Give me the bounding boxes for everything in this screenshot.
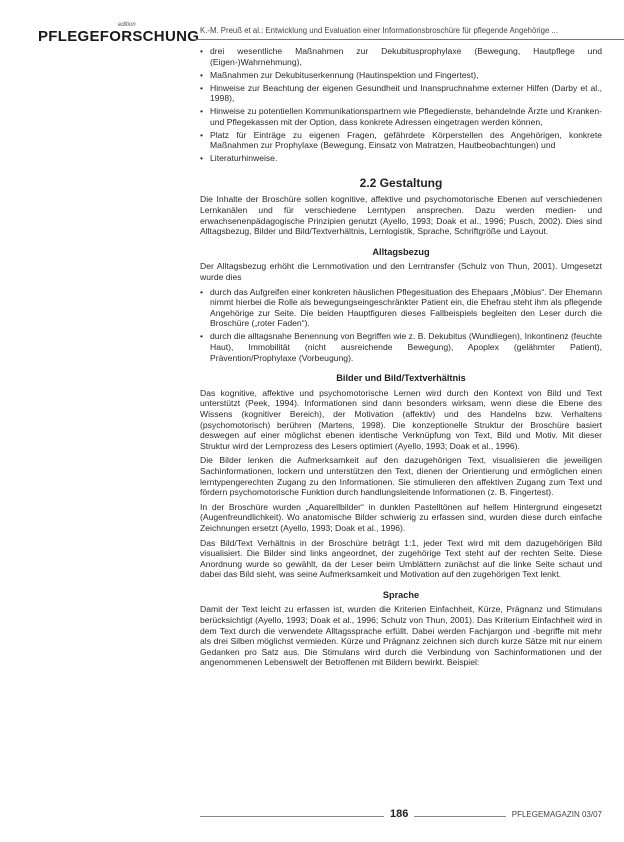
list-item: • durch das Aufgreifen einer konkreten häuslichen Pflegesituation des Ehepaars „Möbius“. Der Ehemann nimmt hierbei die Rolle als bewegungseingeschränkter Patient ein, die Ehefrau steht ihm als pflegende Angehörige zur Seite. Die beiden Hauptfiguren dieses Fallbeispiels begleiten den Leser durch die Broschüre („roter Faden“). xyxy=(200,287,602,329)
list-item: • Platz für Einträge zu eigenen Fragen, gefährdete Körperstellen des Angehörigen, konkrete Maßnahmen zur Prophylaxe (Bewegung, Einsatz von Matratzen, Hautbeobachtungen) und xyxy=(200,130,602,151)
page-number: 186 xyxy=(384,808,414,820)
journal-issue: PFLEGEMAGAZIN 03/07 xyxy=(506,810,602,819)
paragraph: Das Bild/Text Verhältnis in der Broschüre beträgt 1:1, jeder Text wird mit dem dazugehörigen Bild visualisiert. Die Bilder sind links angeordnet, der zugehörige Text steht auf der rechten Seite. Diese Anordnung wurde so gewählt, da der Leser beim Umblättern zunächst auf die linke Seite schaut und dabei das Bild sieht, was seine Aufmerksamkeit und Motivation auf den zugehörigen Text lenkt. xyxy=(200,537,602,580)
section-heading: 2.2 Gestaltung xyxy=(359,175,443,190)
list-item: • Literaturhinweise. xyxy=(200,153,602,164)
list-item: • durch die alltagsnahe Benennung von Begriffen wie z. B. Dekubitus (Wundliegen), Inkontinenz (feuchte Haut), Immobilität (nicht ausreichende Bewegung), Apoplex (gelähmter Patient), Prävention/Prophylaxe (Vorbeugung). xyxy=(200,331,602,363)
subheading-alltagsbezug: Alltagsbezug xyxy=(372,246,430,257)
subheading-sprache: Sprache xyxy=(382,589,420,600)
section-intro: Die Inhalte der Broschüre sollen kognitive, affektive und psychomotorische Ebenen auf verschiedenen Lernkanälen und für verschiedene Lerntypen ansprechen. Dazu werden medien- und erwachsenenpädagogische Prinzipien genutzt (Ayello, 1993; Doak et al., 1996; Pusch, 2002). Dies sind Alltagsbezug, Bilder und Bild/Textverhältnis, Lernlogistik, Sprache, Schriftgröße und Layout. xyxy=(200,194,602,237)
list-item: • Hinweise zur Beachtung der eigenen Gesundheit und Inanspruchnahme externer Hilfen (Darby et al., 1998), xyxy=(200,83,602,104)
journal-brand: PFLEGEFORSCHUNG xyxy=(38,28,200,45)
list-item: • Hinweise zu potentiellen Kommunikationspartnern wie Pflegedienste, behandelnde Ärzte und Kranken- und Pflegekassen mit der Option, dass konkrete Adressen eingetragen werden können, xyxy=(200,106,602,127)
list-item: • drei wesentliche Maßnahmen zur Dekubitusprophylaxe (Bewegung, Hautpflege und (Eigen-)Wahrnehmung), xyxy=(200,46,602,67)
running-title: K.-M. Preuß et al.: Entwicklung und Evaluation einer Informationsbroschüre für pflegende Angehörige ... xyxy=(200,26,558,35)
alltag-list xyxy=(200,287,602,364)
paragraph: Das kognitive, affektive und psychomotorische Lernen wird durch den Kontext von Bild und Text unterstützt (Peek, 1994). Informationen sind dann besonders wirksam, wenn diese die Ebene des Wissens (kognitiver Bereich), der Motivation (affektiv) und des Handelns bzw. Verhaltens (psychomotorisch) berühren (Martens, 1998). Die konzeptionelle Struktur der Broschüre basiert deswegen auf einer möglichst ebenen identische Verknüpfung von Text, Bild und Motiv. Mit dieser Struktur wird der Lernprozess des Lesers optimiert (Ayello, 1993; Doak et al., 1996). xyxy=(200,387,602,451)
subheading-bilder: Bilder und Bild/Textverhältnis xyxy=(336,373,466,384)
page-footer xyxy=(200,808,602,828)
topic-list xyxy=(200,46,602,164)
page-header xyxy=(38,22,618,46)
paragraph: Damit der Text leicht zu erfassen ist, wurden die Kriterien Einfachheit, Kürze, Prägnanz und Stimulans berücksichtigt (Ayello, 1993; Doak et al., 1996; Schulz von Thun, 2001). Das Kriterium Einfachheit wird in dem Text durch die verwendete Alltagssprache erfüllt. Dabei werden Fachjargon und -begriffe mit mehr als drei Silben möglichst vermieden. Kürze und Prägnanz zeichnen sich durch kurze Sätze mit nur einem Gedanken pro Satz aus. Die Stimulans wird durch die Verbindung von Sachinformationen und der angenommenen Lebenswelt der Betroffenen mit Bildern bewirkt. Beispiel: xyxy=(200,604,602,668)
paragraph: In der Broschüre wurden „Aquarellbilder“ in dunklen Pastelltönen auf hellem Hintergrund eingesetzt (Augenfreundlichkeit). Wo anatomische Bilder schwierig zu erfassen sind, wurden diese durch einfache Zeichnungen ersetzt (Ayello, 1993; Doak et al., 1996). xyxy=(200,501,602,533)
main-column xyxy=(200,46,602,672)
list-item: • Maßnahmen zur Dekubituserkennung (Hautinspektion und Fingertest), xyxy=(200,70,602,81)
paragraph: Der Alltagsbezug erhöht die Lernmotivation und den Lerntransfer (Schulz von Thun, 2001). Umgesetzt wurde dies xyxy=(200,261,602,283)
brand-edition: edition xyxy=(118,22,136,28)
header-rule xyxy=(193,39,624,40)
paragraph: Die Bilder lenken die Aufmerksamkeit auf den dazugehörigen Text, visualisieren die jeweiligen Sachinformationen, lockern und unterstützen den Text, dienen der Orientierung und ermöglichen einen lerntypengerechten Zugang zu den Informationen. Sie stimulieren den affektiven Zugang zum Text und fördern psychomotorische Funktion durch handlungsleitende Informationen (z. B. Fingertest). xyxy=(200,455,602,498)
